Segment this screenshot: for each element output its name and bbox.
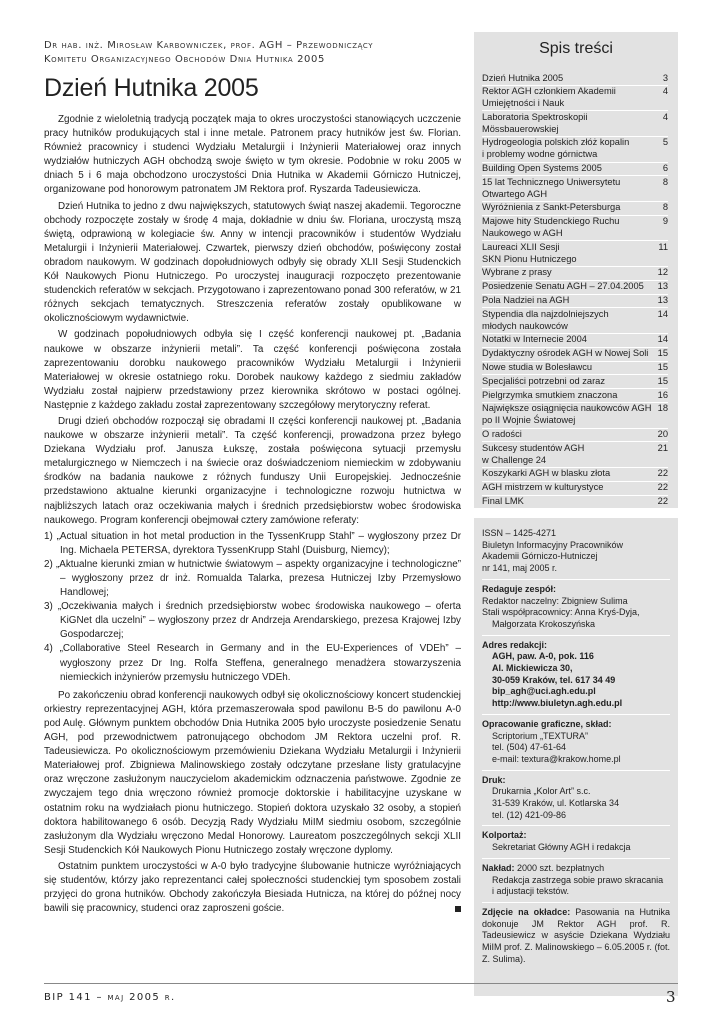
print-label: Druk:: [482, 774, 506, 785]
list-item: 1) „Actual situation in hot metal production in the TyssenKrupp Stahl” – wygłoszony przez Dr Ing. Michaela PETERSA, dyrektora TyssenKrupp Stahl (Duisburg, Niemcy);: [44, 530, 461, 556]
toc-item-page: 22: [657, 496, 668, 506]
print-body: Drukarnia „Kolor Art” s.c. 31-539 Kraków, ul. Kotlarska 34 tel. (12) 421-09-86: [492, 786, 620, 820]
toc-item-page: 16: [657, 389, 668, 400]
toc-item-title: Nowe studia w Bolesławcu: [482, 362, 593, 373]
toc-item[interactable]: [482, 176, 668, 202]
print-block: [482, 775, 670, 827]
toc-item-title: Hydrogeologia polskich złóż kopalin i problemy wodne górnictwa: [482, 137, 630, 160]
toc-item[interactable]: [482, 86, 668, 112]
toc-item[interactable]: [482, 403, 668, 429]
toc-item[interactable]: [482, 348, 668, 362]
toc-item-title: Koszykarki AGH w blasku złota: [482, 468, 611, 479]
toc-item-title: Building Open Systems 2005: [482, 163, 602, 174]
toc-item-title: Final LMK: [482, 496, 524, 506]
toc-item-title: Największe osiągnięcia naukowców AGH po II Wojnie Światowej: [482, 403, 652, 426]
circulation-label: Nakład:: [482, 862, 515, 873]
author-line-2: Komitetu Organizacyjnego Obchodów Dnia Hutnika 2005: [44, 54, 325, 65]
toc-item[interactable]: [482, 389, 668, 403]
toc-item-title: Pola Nadziei na AGH: [482, 295, 570, 306]
article-body: [44, 113, 461, 918]
toc-item[interactable]: [482, 429, 668, 443]
circulation-block: [482, 863, 670, 903]
toc-item[interactable]: [482, 362, 668, 376]
toc-item-title: Rektor AGH członkiem Akademii Umiejętności i Nauk: [482, 86, 616, 109]
paragraph: Zgodnie z wieloletnią tradycją początek maja to okres uroczystości stanowiących uczczenie pracy hutników produkujących stal i inne metale. Patronem pracy hutników jest św. Florian. Również pracownicy i studenci Wydziału Metalurgii i Inżynierii Materiałowej oraz innych wydziałów hutniczych AGH obchodzą swoje święto w tym okresie. Podobnie w roku 2005 w dniach 5 i 6 maja obchodzono uroczystości Dnia Hutnika w Akademii Górniczo Hutniczej, organizowane pod honorowym patronatem JM Rektora prof. Ryszarda Tadeusiewicza.: [44, 114, 461, 196]
toc-item[interactable]: [482, 496, 668, 510]
toc-item-title: Stypendia dla najzdolniejszych młodych naukowców: [482, 308, 609, 331]
author-line-1: Dr hab. inż. Mirosław Karbowniczek, prof. AGH – Przewodniczący: [44, 40, 374, 51]
toc-item-title: Wyróżnienia z Sankt-Petersburga: [482, 202, 621, 213]
toc-item[interactable]: [482, 137, 668, 163]
toc-item[interactable]: [482, 482, 668, 496]
toc-item-page: 14: [657, 308, 668, 319]
toc-item-title: Laboratoria Spektroskopii Mössbauerowskiej: [482, 111, 588, 134]
circulation-body: Redakcja zastrzega sobie prawo skracania i adjustacji tekstów.: [492, 874, 664, 897]
address-block: [482, 640, 670, 715]
toc-item-title: 15 lat Technicznego Uniwersytetu Otwartego AGH: [482, 176, 621, 199]
toc-item[interactable]: [482, 442, 668, 468]
graphics-label: Opracowanie graficzne, skład:: [482, 718, 612, 729]
toc-item-page: 13: [657, 295, 668, 306]
toc-item[interactable]: [482, 111, 668, 137]
toc-title: Spis treści: [539, 40, 613, 57]
toc-item-title: O radości: [482, 429, 522, 440]
toc-item[interactable]: [482, 267, 668, 281]
toc-item[interactable]: [482, 72, 668, 86]
list-item: 4) „Collaborative Steel Research in Germany and in the EU-Experiences of VDEh” – wygłoszony przez Dr Ing. Rolfa Steffena, generalnego menadżera stowarzyszenia niemieckich inżynierów przemysłu hutniczego VDEh.: [44, 643, 461, 683]
team-line: Małgorzata Krokoszyńska: [492, 618, 596, 629]
cover-label: Zdjęcie na okładce:: [482, 906, 571, 917]
page-number: 3: [666, 988, 676, 1006]
paragraph-text: Ostatnim punktem uroczystości w A-0 było tradycyjne ślubowanie hutnicze wyróżniających się studentów, którzy jako reprezentanci całej społeczności studenckiej tym sposobem zostali przyjęci do grona hutników. Obchody zakończyła Biesiada Hutnicza, na której do późnej nocy bawili się pracownicy, studenci oraz zaproszeni goście.: [44, 860, 461, 915]
toc-item-title: AGH mistrzem w kulturystyce: [482, 482, 604, 493]
list-item: 2) „Aktualne kierunki zmian w hutnictwie światowym – aspekty organizacyjne i technologiczne” – wygłoszony przez dr inż. Romualda Talarka, prezesa Hutniczej Izby Przemysłowo Handlowej;: [44, 558, 461, 599]
toc-item-title: Pielgrzymka smutkiem znaczona: [482, 389, 618, 400]
toc-item[interactable]: [482, 163, 668, 177]
toc-item-title: Laureaci XLII Sesji SKN Pionu Hutniczego: [482, 241, 577, 264]
toc-item-page: 12: [657, 267, 668, 278]
editorial-team: [482, 584, 670, 636]
paragraph: W godzinach popołudniowych odbyła się I część konferencji naukowej pt. „Badania naukowe w obszarze inżynierii metali”. Ta część konferencji poświęcona została zaprezentowaniu dorobku naukowego pracowników Wydziału Metalurgii i Inżynierii Materiałowej w okresie ostatniego roku. Dorobek naukowy każdego z siedmiu zakładów Wydziału został najpierw przedstawiony przez kierownika skrótowo w postaci ogólnej. Następnie z każdego zakładu został zaprezentowany szczegółowy merytoryczny referat.: [44, 329, 461, 411]
graphics-block: [482, 719, 670, 771]
toc-item-page: 8: [662, 176, 668, 187]
toc-item[interactable]: [482, 202, 668, 216]
team-line: Redaktor naczelny: Zbigniew Sulima: [482, 595, 628, 606]
circulation-value: 2000 szt. bezpłatnych: [514, 862, 605, 873]
toc-item-title: Posiedzenie Senatu AGH – 27.04.2005: [482, 281, 644, 292]
toc-item-title: Wybrane z prasy: [482, 267, 552, 278]
toc-item-page: 11: [658, 241, 668, 252]
distribution-label: Kolportaż:: [482, 830, 527, 841]
cover-body: Pasowania na Hutnika dokonuje JM Rektor AGH prof. R. Tadeusiewicz w asyście Dziekana Wydziału MiIM prof. Z. Malinowskiego – 6.05.2005 r. (fot. Z. Sulima).: [482, 906, 671, 964]
toc-item-page: 18: [657, 403, 668, 414]
toc-item-title: Dzień Hutnika 2005: [482, 72, 564, 83]
toc-item[interactable]: [482, 334, 668, 348]
toc-item-title: Sukcesy studentów AGH w Challenge 24: [482, 442, 585, 465]
toc-item-page: 13: [657, 281, 668, 292]
paragraph: Po zakończeniu obrad konferencji naukowych odbył się okolicznościowy koncert studenckiej orkiestry reprezentacyjnej AGH, która przemaszerowała spod pawilonu B-5 do pawilonu A-0 pod Aulę. Głównym punktem obchodów Dnia Hutnika 2005 było uroczyste posiedzenie Senatu AGH, pod przewodnictwem patronującego obchodom JM Rektora uczelni prof. R. Tadeusiewicza. Po okolicznościowym przemówieniu Dziekana Wydziału Metalurgii i Inżynierii Materiałowej prof. Zbigniewa Malinowskiego zostały odczytane przesłane listy gratulacyjne oraz wręczone zasłużonym nauczycielom akademickim odznaczenia państwowe. Zgodnie ze zwyczajem tego dnia wręczono również promocje doktorskie i habilitacyjne uzyskane w ostatnim roku na wydziałach pionu hutniczego. Stopień doktora uzyskało 32 osoby, a stopień doktora habilitowanego 6 osób. Decyzją Rady Wydziału MiIM siedmiu osobom, szczególnie zasłużonym dla Wydziału wręczono Medal Honorowy. Laureatom poszczególnych sekcji XLII Sesji Studenckich Kół Naukowych Pionu Hutniczego zostały wręczone dyplomy.: [44, 689, 461, 856]
toc-item-title: Majowe hity Studenckiego Ruchu Naukowego w AGH: [482, 216, 620, 239]
imprint-box: [474, 518, 678, 996]
toc-item[interactable]: [482, 468, 668, 482]
cover-photo-note: [482, 907, 670, 966]
toc-item-page: 15: [657, 348, 668, 359]
toc-item-title: Specjaliści potrzebni od zaraz: [482, 375, 605, 386]
toc-item-page: 3: [662, 72, 668, 83]
toc-item-page: 4: [662, 86, 668, 97]
toc-item-page: 22: [657, 468, 668, 479]
lecture-list: [44, 530, 461, 685]
toc-item-title: Dydaktyczny ośrodek AGH w Nowej Soli: [482, 348, 649, 359]
paragraph: Dzień Hutnika to jedno z dwu największych, statutowych świąt naszej akademii. Tegoroczne obchody rozpoczęte zostały w środę 4 maja, dokładnie w dniu św. Floriana, uroczystą mszą świętą, odprawioną w kolegiacie św. Anny w intencji pracowników i studentów Wydziału Metalurgii i Inżynierii Materiałowej. Czwartek, pierwszy dzień obchodów, poświęcony został obradom naukowym. W godzinach dopołudniowych odbyły się obrady XLII Sesji Studenckich Kół Naukowych Pionu Hutniczego. Po uroczystej inauguracji rozpoczęto prezentowanie studenckich referatów w sekcjach. Przygotowano i zaprezentowano ponad 300 referatów, w 21 różnych sekcjach tematycznych. Streszczenia referatów zostały opublikowane w okolicznościowym wydawnictwie.: [44, 200, 461, 325]
toc-item[interactable]: [482, 308, 668, 334]
distribution-body: Sekretariat Główny AGH i redakcja: [492, 842, 631, 853]
issn-block: ISSN – 1425-4271 Biuletyn Informacyjny Pracowników Akademii Górniczo-Hutniczej nr 141, maj 2005 r.: [482, 528, 670, 580]
team-label: Redaguje zespół:: [482, 583, 557, 594]
toc-item[interactable]: [482, 241, 668, 267]
footer-rule: [44, 983, 678, 984]
graphics-body: Scriptorium „TEXTURA” tel. (504) 47-61-64 e-mail: textura@krakow.home.pl: [492, 730, 621, 764]
toc-item-page: 4: [662, 111, 668, 122]
list-item: 3) „Oczekiwania małych i średnich przedsiębiorstw wobec środowiska naukowego – oferta KiGNet dla uczelni” – wygłoszony przez dr Andrzeja Arendarskiego, prezesa Krajowej Izby Gospodarczej;: [44, 601, 461, 641]
toc-item[interactable]: [482, 216, 668, 242]
team-line: Stali współpracownicy: Anna Kryś-Dyja,: [482, 607, 640, 618]
toc-list: [482, 72, 668, 509]
end-mark-icon: [455, 906, 461, 912]
paragraph: [44, 860, 461, 916]
toc-item-title: Notatki w Internecie 2004: [482, 334, 587, 345]
toc-item-page: 14: [657, 334, 668, 345]
toc-item[interactable]: [482, 281, 668, 295]
distribution-block: [482, 830, 670, 858]
paragraph: Drugi dzień obchodów rozpoczął się obradami II części konferencji naukowej pt. „Badania naukowe w obszarze inżynierii metali”. Ta część konferencji, prowadzona przez byłego Dziekana Wydziału prof. Janusza Łukszę, została poświęcona sytuacji przemysłu metalurgicznego w Niemczech i na świecie oraz doświadczeniom niemieckim w zdobywaniu środków na badania naukowe z różnych funduszy Unii Europejskiej. Jednocześnie przedstawiono aktualne kierunki organizacyjne i technologiczne rozwoju hutnictwa w najbliższych latach oraz oczekiwania małych i średnich przedsiębiorstw wobec środowiska naukowego. Program konferencji obejmował cztery zamówione referaty:: [44, 415, 461, 526]
address-body: AGH, paw. A-0, pok. 116 Al. Mickiewicza 30, 30-059 Kraków, tel. 617 34 49 bip_agh@uci.agh.edu.pl http://www.biuletyn.agh.edu.pl: [492, 651, 623, 709]
author-byline: [44, 39, 464, 67]
address-label: Adres redakcji:: [482, 639, 548, 650]
toc-item-page: 6: [662, 163, 668, 174]
toc-item[interactable]: [482, 375, 668, 389]
table-of-contents: [474, 32, 678, 508]
footer-issue: BIP 141 – maj 2005 r.: [44, 992, 176, 1003]
toc-item-page: 8: [662, 202, 668, 213]
toc-item-page: 20: [657, 429, 668, 440]
toc-item-page: 15: [657, 375, 668, 386]
toc-item-page: 22: [657, 482, 668, 493]
toc-item-page: 15: [657, 362, 668, 373]
toc-item-page: 9: [662, 216, 668, 227]
toc-item[interactable]: [482, 295, 668, 309]
article-title: Dzień Hutnika 2005: [44, 74, 259, 102]
toc-item-page: 5: [662, 137, 668, 148]
toc-item-page: 21: [657, 442, 668, 453]
